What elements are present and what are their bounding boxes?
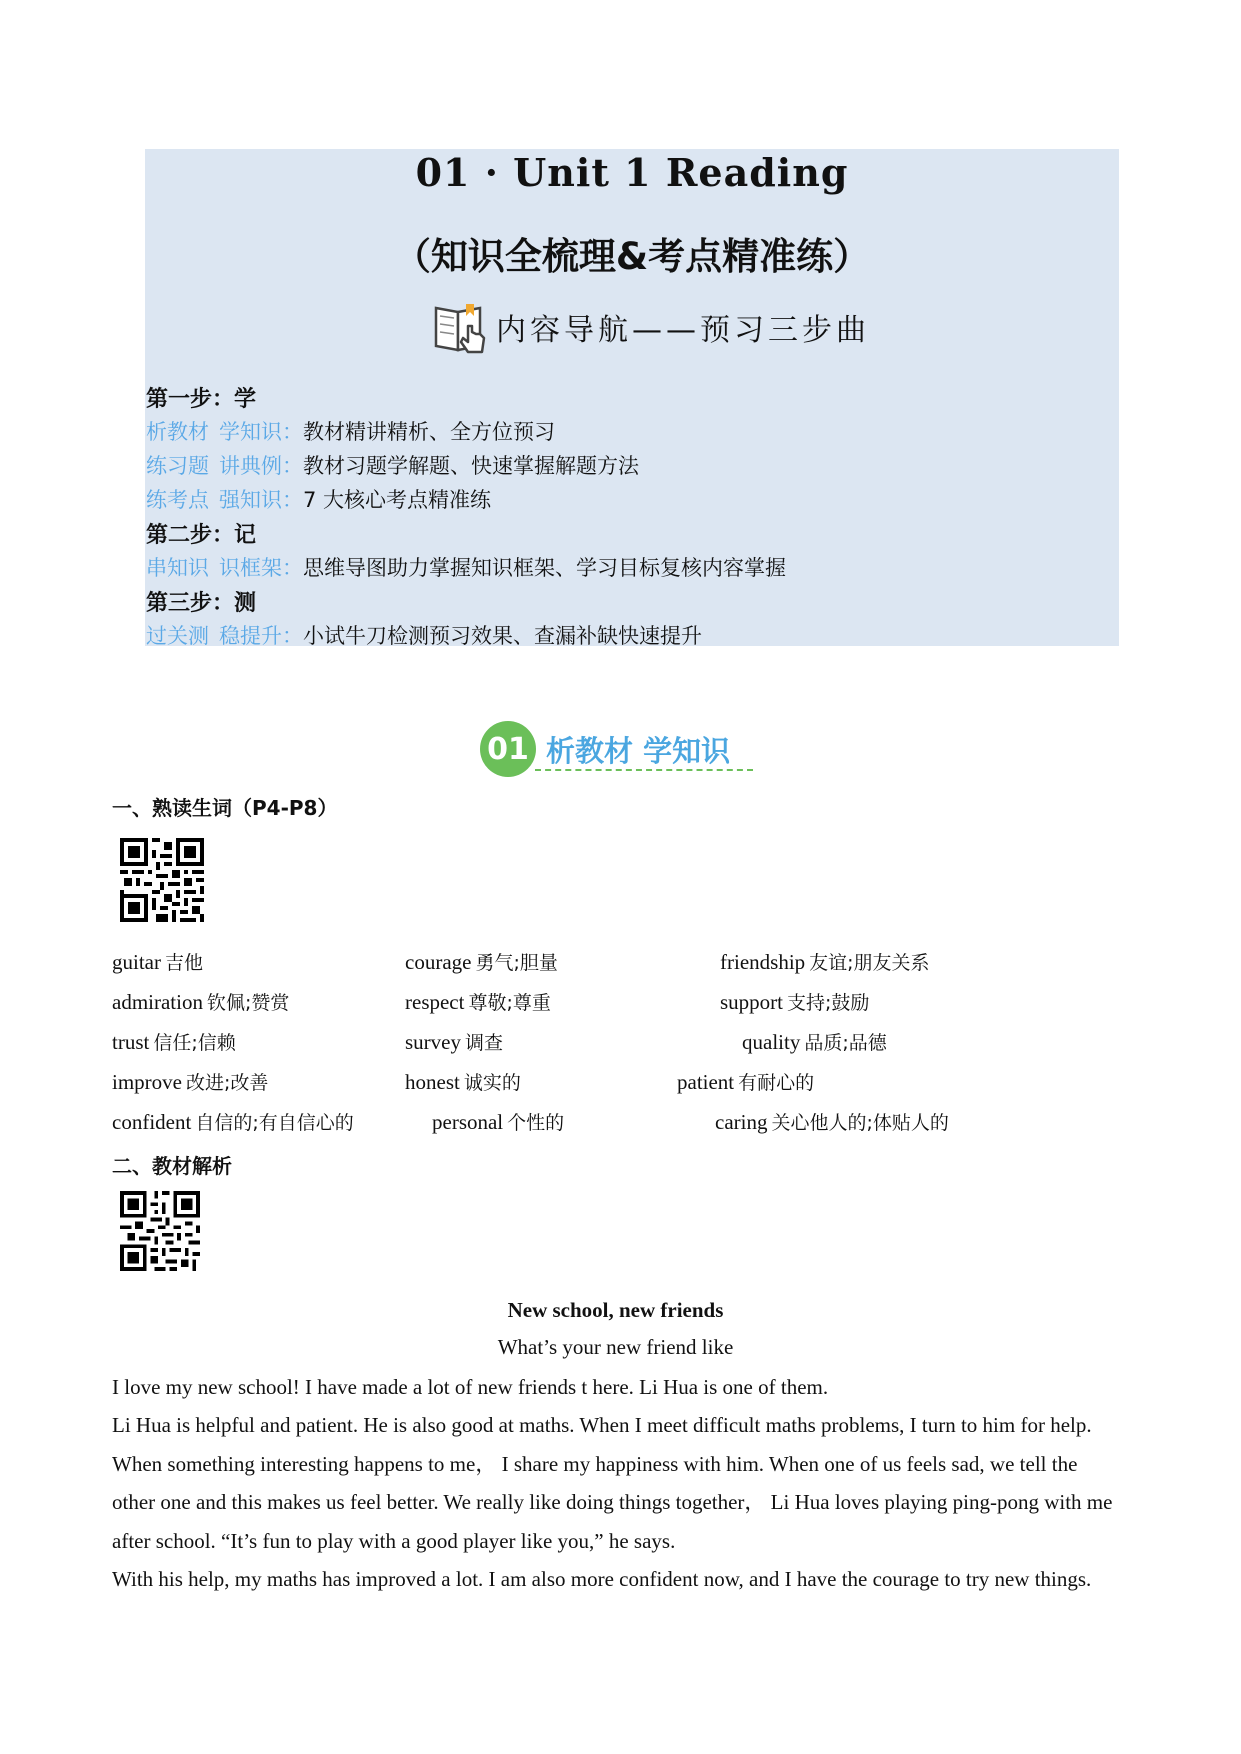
vocab-word: caring [715,1110,768,1134]
step-item [146,416,555,446]
step-item [146,450,639,480]
step-item [146,620,702,650]
vocab-entry [405,948,558,975]
vocab-meaning: 吉他 [164,952,203,974]
badge-underline [535,769,753,771]
step-item-highlight [146,488,303,512]
vocab-meaning: 个性的 [507,1112,565,1134]
vocab-meaning: 尊敬;尊重 [468,992,551,1014]
step-item-highlight [146,556,303,580]
content-navigation [430,295,870,359]
section-title-vocab: 一、熟读生词（P4-P8） [112,796,338,820]
step-item-description: 教材习题学解题、快速掌握解题方法 [303,454,639,478]
vocab-entry [720,988,869,1015]
nav-label: 内容导航——预习三步曲 [496,313,870,348]
step-item-highlight [146,454,303,478]
vocab-word: courage [405,950,472,974]
badge-number: 01 [480,721,536,777]
vocab-word: personal [432,1110,504,1134]
passage-paragraph: With his help, my maths has improved a lot. I am also more confident now, and I have the courage to try new things. [112,1567,1092,1591]
badge-label: 析教材 学知识 [546,733,731,768]
page-title: 01 · Unit 1 Reading [415,150,849,195]
step-item-keyword: 练考点 [146,488,209,512]
vocab-meaning: 改进;改善 [185,1072,269,1094]
vocab-meaning: 友谊;朋友关系 [809,952,930,974]
step-item-description: 教材精讲精析、全方位预习 [303,420,555,444]
step-item-description: 思维导图助力掌握知识框架、学习目标复核内容掌握 [303,556,786,580]
vocab-word: admiration [112,990,203,1014]
vocab-word: quality [742,1030,801,1054]
step-item-keyword: 练习题 [146,454,209,478]
vocab-word: support [720,990,783,1014]
vocab-entry [112,988,289,1015]
passage-title: New school, new friends [507,1298,724,1322]
vocab-word: confident [112,1110,192,1134]
qr-code-icon [120,838,204,922]
step-item-keyword: 析教材 [146,420,209,444]
step-item [146,484,491,514]
vocab-entry [112,948,203,975]
step-item-keyword: 串知识 [146,556,209,580]
vocab-meaning: 勇气;胆量 [475,952,558,974]
vocab-entry [432,1108,564,1135]
step-item-description: 小试牛刀检测预习效果、查漏补缺快速提升 [303,624,702,648]
step-item [146,552,786,582]
vocab-entry [720,948,930,975]
vocab-word: survey [405,1030,461,1054]
vocab-word: honest [405,1070,460,1094]
vocab-meaning: 调查 [465,1032,504,1054]
step-item-keyword: 过关测 [146,624,209,648]
vocab-meaning: 品质;品德 [804,1032,887,1054]
step-item-keyword: 讲典例： [219,454,303,478]
vocab-word: respect [405,990,465,1014]
vocab-meaning: 自信的;有自信心的 [195,1112,354,1134]
step-item-highlight [146,624,303,648]
vocab-word: trust [112,1030,150,1054]
vocab-entry [112,1028,236,1055]
vocab-entry [405,1028,503,1055]
vocab-entry [405,1068,521,1095]
step-item-keyword: 识框架： [219,556,303,580]
step-heading: 第一步：学 [146,387,257,412]
vocab-word: friendship [720,950,806,974]
passage-subtitle: What’s your new friend like [497,1335,734,1359]
vocab-meaning: 信任;信赖 [153,1032,236,1054]
vocab-word: improve [112,1070,182,1094]
passage-paragraph: I love my new school! I have made a lot of new friends t here. Li Hua is one of them. [112,1375,829,1399]
vocab-meaning: 支持;鼓励 [787,992,870,1014]
vocab-meaning: 关心他人的;体贴人的 [771,1112,949,1134]
vocab-word: guitar [112,950,161,974]
vocab-meaning: 钦佩;赞赏 [206,992,290,1014]
section-title-analysis: 二、教材解析 [112,1154,232,1178]
passage-paragraph: Li Hua is helpful and patient. He is also good at maths. When I meet difficult maths problems, I turn to him for help. When something interesting happens to me， I share my happiness with him. When one of us feels sad, we tell the other one and this makes us feel better. We really like doing things together， Li Hua loves playing ping-pong with me after school. “It’s fun to play with a good player like you,” he says. [112,1413,1113,1553]
vocab-word: patient [677,1070,735,1094]
step-item-description: 7 大核心考点精准练 [303,488,492,512]
page-subtitle: （知识全梳理&考点精准练） [393,235,871,278]
step-item-highlight [146,420,303,444]
vocab-entry [112,1108,354,1135]
vocab-entry [112,1068,268,1095]
step-item-keyword: 强知识： [219,488,303,512]
step-heading: 第二步：记 [146,523,257,548]
vocab-entry [405,988,551,1015]
vocab-meaning: 诚实的 [463,1072,521,1094]
book-hand-icon [430,296,492,358]
qr-code-icon [120,1191,200,1271]
step-item-keyword: 学知识： [219,420,303,444]
vocab-entry [715,1108,949,1135]
vocab-entry [742,1028,887,1055]
step-item-keyword: 稳提升： [219,624,303,648]
vocab-meaning: 有耐心的 [738,1072,815,1094]
vocab-entry [677,1068,814,1095]
step-heading: 第三步：测 [146,591,257,616]
